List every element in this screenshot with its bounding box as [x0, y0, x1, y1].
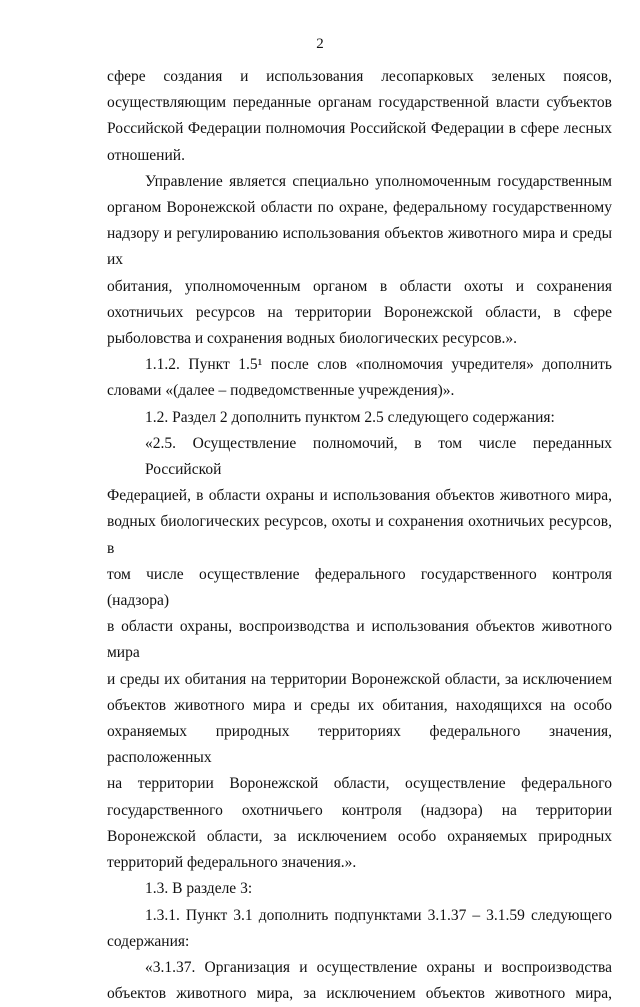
text-line: рыболовства и сохранения водных биологических ресурсов.». — [107, 330, 518, 348]
text-line: 1.3. В разделе 3: — [145, 880, 253, 898]
text-line: словами «(далее – подведомственные учреждения)». — [107, 382, 455, 400]
text-line: объектов животного мира, за исключением объектов животного мира, — [107, 985, 612, 1003]
text-line: территорий федерального значения.». — [107, 854, 357, 872]
text-line: объектов животного мира и среды их обитания, находящихся на особо — [107, 696, 612, 714]
text-line: осуществляющим переданные органам государственной власти субъектов — [107, 94, 612, 112]
text-line: водных биологических ресурсов, охоты и сохранения охотничьих ресурсов, в — [107, 513, 612, 557]
text-line: и среды их обитания на территории Воронежской области, за исключением — [107, 670, 612, 688]
text-line: 1.2. Раздел 2 дополнить пунктом 2.5 следующего содержания: — [145, 408, 555, 426]
text-line: надзору и регулированию использования объектов животного мира и среды их — [107, 225, 612, 269]
text-line: охотничьих ресурсов на территории Воронежской области, в сфере — [107, 303, 612, 321]
document-body — [107, 64, 612, 1007]
text-line: Российской Федерации полномочия Российской Федерации в сфере лесных — [107, 120, 612, 138]
text-line: 1.3.1. Пункт 3.1 дополнить подпунктами 3.1.37 – 3.1.59 следующего — [145, 906, 612, 924]
page-number: 2 — [316, 36, 324, 52]
text-line: отношений. — [107, 146, 185, 164]
text-line: сфере создания и использования лесопарковых зеленых поясов, — [107, 68, 612, 85]
text-line: содержания: — [107, 932, 190, 950]
text-line: «3.1.37. Организация и осуществление охраны и воспроизводства — [145, 958, 612, 976]
text-line: в области охраны, воспроизводства и использования объектов животного мира — [107, 618, 612, 662]
text-line: Федерацией, в области охраны и использования объектов животного мира, — [107, 487, 612, 505]
text-line: на территории Воронежской области, осуществление федерального — [107, 775, 612, 793]
text-line: обитания, уполномоченным органом в области охоты и сохранения — [107, 277, 612, 295]
text-line: государственного охотничьего контроля (надзора) на территории — [107, 801, 612, 819]
text-line: 1.1.2. Пункт 1.5¹ после слов «полномочия учредителя» дополнить — [145, 356, 612, 374]
text-line: охраняемых природных территориях федерального значения, расположенных — [107, 723, 612, 767]
text-line: Воронежской области, за исключением особо охраняемых природных — [107, 827, 612, 845]
text-line: «2.5. Осуществление полномочий, в том числе переданных Российской — [145, 434, 612, 479]
text-line: органом Воронежской области по охране, федеральному государственному — [107, 199, 612, 217]
text-line: Управление является специально уполномоченным государственным — [145, 172, 612, 190]
text-line: том числе осуществление федерального государственного контроля (надзора) — [107, 565, 612, 610]
